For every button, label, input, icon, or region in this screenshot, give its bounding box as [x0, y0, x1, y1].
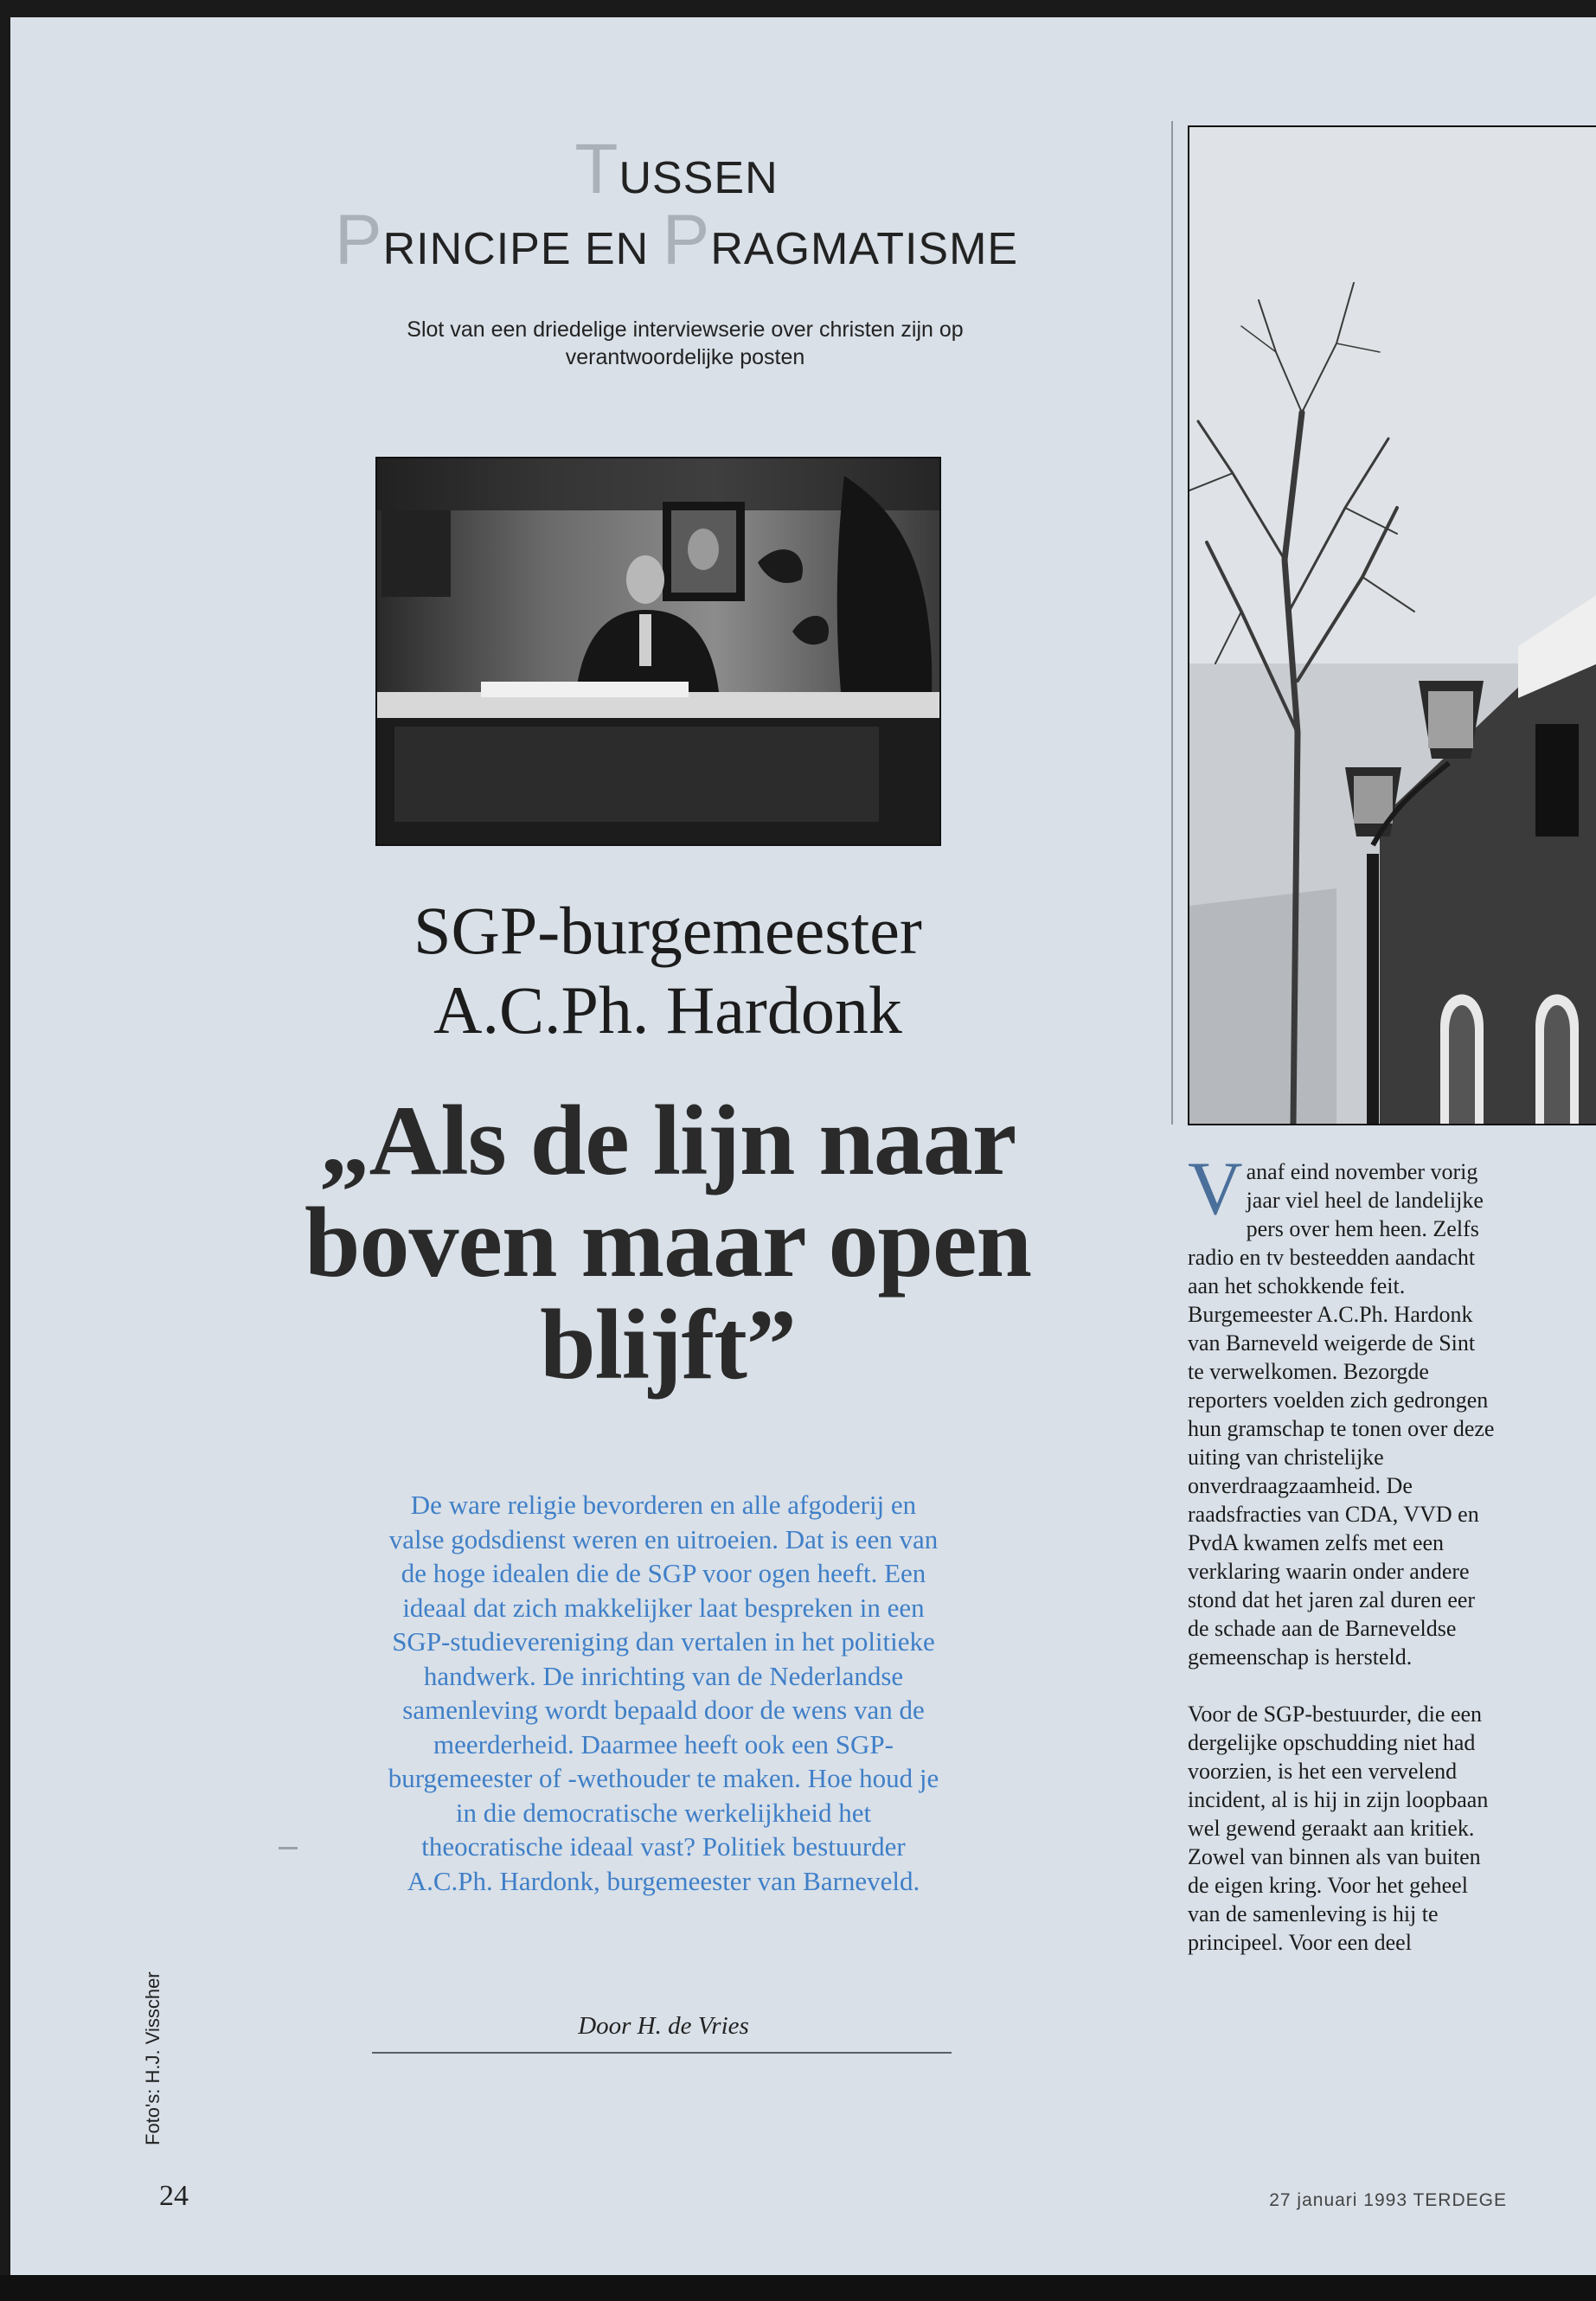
drop-cap: V — [1188, 1147, 1243, 1231]
magazine-page — [10, 17, 1596, 2275]
scan-border — [0, 2275, 1596, 2301]
byline: Door H. de Vries — [578, 2012, 749, 2040]
street-photo-image — [1189, 127, 1596, 1124]
byline-divider — [372, 2052, 952, 2054]
desk-photo — [375, 457, 941, 846]
article-paragraph-1-text: anaf eind november vorig jaar viel heel de landelijke pers over hem heen. Zelfs radio en tv besteedden aandacht aan het schokkende feit. Burgemeester A.C.Ph. Hardonk van Barneveld weigerde de Sint te verwelkomen. Bezorgde reporters voelden zich gedrongen hun gramschap te tonen over deze uiting van christelijke onverdraagzaamheid. De raadsfracties van CDA, VVD en PvdA kwamen zelfs met een verklaring waarin onder andere stond dat het jaren zal duren eer de schade aan de Barneveldse gemeenschap is hersteld. — [1188, 1159, 1495, 1670]
title-initial-p1: P — [334, 201, 383, 279]
article-paragraph-1 — [1188, 1147, 1495, 1671]
headline-quote: „Als de lijn naar boven maar open blijft” — [304, 1086, 1032, 1400]
title-word-pragmatisme: RAGMATISME — [710, 224, 1019, 274]
title-word-tussen: USSEN — [619, 153, 779, 203]
series-title — [296, 130, 1057, 280]
headline-name-line-2: A.C.Ph. Hardonk — [433, 972, 902, 1048]
issue-footer: 27 januari 1993 TERDEGE — [1269, 2190, 1507, 2210]
page-number: 24 — [159, 2180, 189, 2212]
series-title-line-1 — [296, 130, 1057, 209]
title-word-principe-en: RINCIPE EN — [382, 224, 663, 274]
desk-photo-image — [377, 458, 939, 844]
street-photo — [1188, 125, 1596, 1125]
article-paragraph-2: Voor de SGP-bestuurder, die een dergelijke opschudding niet had voorzien, is het een vervelend incident, al is hij in zijn loopbaan wel gewend geraakt aan kritiek. Zowel van binnen als van buiten de eigen kring. Voor het geheel van de samenleving is hij te principeel. Voor een deel — [1188, 1702, 1489, 1955]
intro-paragraph: De ware religie bevorderen en alle afgoderij en valse godsdienst weren en uitroeien. Dat is een van de hoge idealen die de SGP voor ogen heeft. Een ideaal dat zich makkelijker laat bespreken in een SGP-studievereniging dan vertalen in het politieke handwerk. De inrichting van de Nederlandse samenleving wordt bepaald door de wens van de meerderheid. Daarmee heeft ook een SGP-burgemeester of -wethouder te maken. Hoe houd je in die democratische werkelijkheid het theocratische ideaal vast? Politiek bestuurder A.C.Ph. Hardonk, burgemeester van Barneveld. — [388, 1490, 939, 1896]
series-subtitle: Slot van een driedelige interviewserie over christen zijn op verantwoordelijke posten — [407, 317, 964, 369]
title-initial-t: T — [574, 130, 619, 208]
column-divider — [1171, 121, 1173, 1125]
print-mark — [279, 1847, 298, 1849]
article-column — [1188, 1147, 1495, 1957]
headline-name-line-1: SGP-burgemeester — [413, 893, 922, 968]
title-initial-p2: P — [662, 201, 711, 279]
series-title-line-2 — [296, 201, 1057, 280]
headline-name — [296, 891, 1040, 1050]
photo-credit: Foto's: H.J. Visscher — [142, 1971, 163, 2145]
